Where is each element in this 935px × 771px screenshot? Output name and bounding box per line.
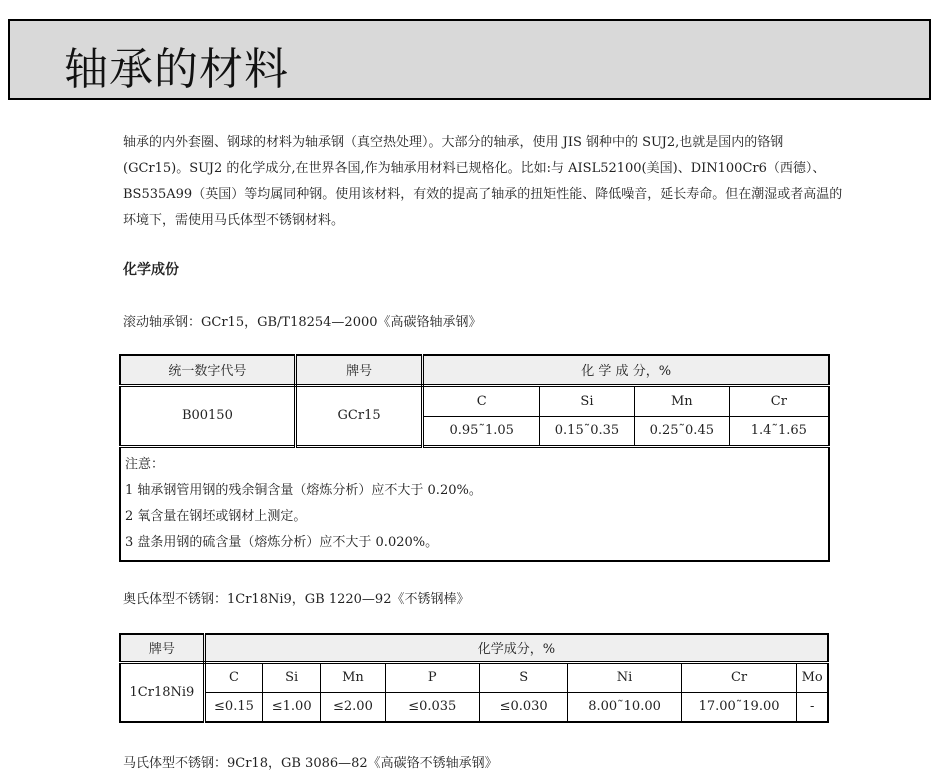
value-mn: 0.25˜0.45: [634, 416, 729, 446]
title-bar: [8, 19, 931, 100]
intro-paragraph: 轴承的内外套圈、钢球的材料为轴承钢（真空热处理）。大部分的轴承，使用 JIS 钢种中的 SUJ2,也就是国内的铬钢(GCr15)。SUJ2 的化学成分,在世界各国,作为轴承用材料已规格化。比如:与 AISL52100(美国)、DIN100Cr6（西德）、BS535A99（英国）等均属同种钢。使用该材料，有效的提高了轴承的扭矩性能、降低噪音，延长寿命。但在潮湿或者高温的环境下，需使用马氏体型不锈钢材料。: [123, 135, 843, 228]
cell-code: B00150: [120, 385, 295, 446]
element-mn: Mn: [321, 662, 385, 692]
element-cr: Cr: [729, 385, 829, 416]
value-c: 0.95˜1.05: [423, 416, 540, 446]
note-item: 3 盘条用钢的硫含量（熔炼分析）应不大于 0.020%。: [125, 534, 439, 550]
section-heading: 化学成份: [123, 262, 179, 278]
caption-9cr18: 马氏体型不锈钢：9Cr18，GB 3086—82《高碳铬不锈轴承钢》: [123, 756, 498, 771]
cell-grade: 1Cr18Ni9: [120, 662, 204, 722]
page-title: 轴承的材料: [64, 44, 289, 95]
value-s: ≤0.030: [479, 692, 567, 722]
element-ni: Ni: [568, 662, 681, 692]
cell-grade: GCr15: [295, 385, 423, 446]
value-cr: 1.4˜1.65: [729, 416, 829, 446]
element-cr: Cr: [681, 662, 796, 692]
element-p: P: [385, 662, 479, 692]
header-composition: 化学成分，%: [204, 634, 828, 662]
element-si: Si: [540, 385, 635, 416]
element-c: C: [204, 662, 262, 692]
header-code: 统一数字代号: [120, 355, 295, 385]
caption-1cr18ni9: 奥氏体型不锈钢：1Cr18Ni9，GB 1220—92《不锈钢棒》: [123, 592, 470, 607]
value-cr: 17.00˜19.00: [681, 692, 796, 722]
value-p: ≤0.035: [385, 692, 479, 722]
note-item: 1 轴承钢管用钢的残余铜含量（熔炼分析）应不大于 0.20%。: [125, 482, 482, 498]
header-grade: 牌号: [120, 634, 204, 662]
value-si: ≤1.00: [263, 692, 321, 722]
notes-cell: [120, 446, 829, 561]
element-c: C: [423, 385, 540, 416]
value-ni: 8.00˜10.00: [568, 692, 681, 722]
1cr18ni9-composition-table: [119, 633, 829, 723]
gcr15-composition-table: [119, 354, 830, 562]
notes-title: 注意：: [125, 456, 165, 472]
caption-gcr15: 滚动轴承钢：GCr15，GB/T18254—2000《高碳铬轴承钢》: [123, 315, 482, 330]
value-si: 0.15˜0.35: [540, 416, 635, 446]
element-si: Si: [263, 662, 321, 692]
value-mo: -: [797, 692, 828, 722]
header-composition: 化 学 成 分，%: [423, 355, 829, 385]
note-item: 2 氧含量在钢坯或钢材上测定。: [125, 508, 307, 524]
header-grade: 牌号: [295, 355, 423, 385]
element-mo: Mo: [797, 662, 828, 692]
element-s: S: [479, 662, 567, 692]
element-mn: Mn: [634, 385, 729, 416]
value-mn: ≤2.00: [321, 692, 385, 722]
value-c: ≤0.15: [204, 692, 262, 722]
